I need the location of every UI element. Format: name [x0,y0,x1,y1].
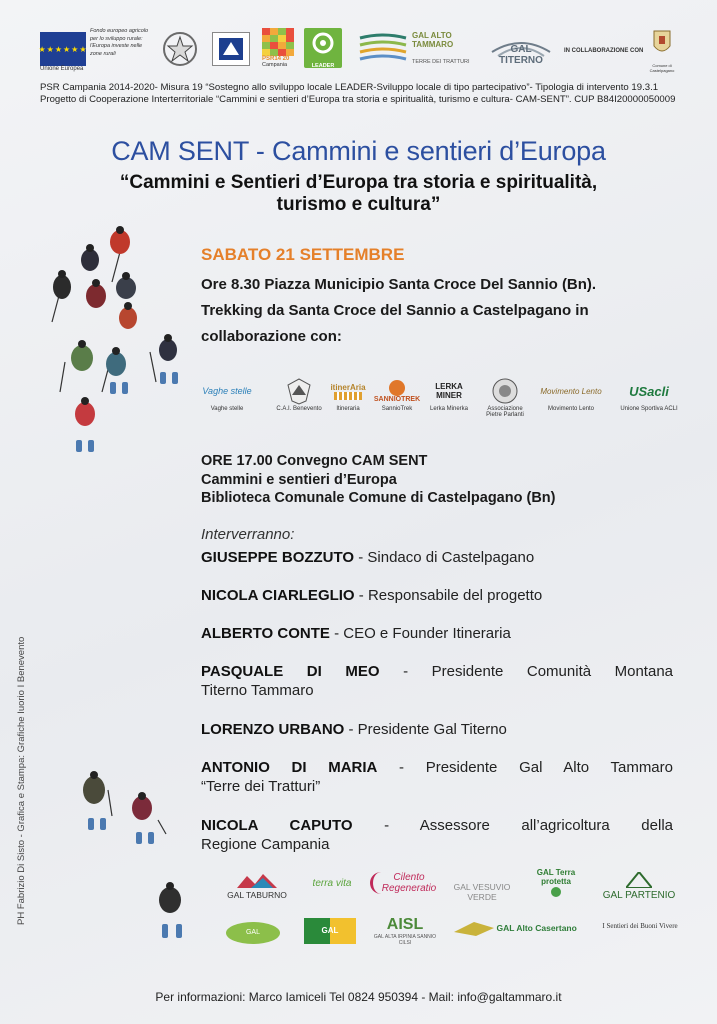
leader-label: LEADER [311,63,335,69]
event-date: SABATO 21 SETTEMBRE [201,245,405,264]
speaker-role: - Assessore all’agricoltura della [352,817,673,834]
cilento-regeneratio-logo: Cilento Regeneratio [370,872,441,894]
hikers-group-top-illustration [40,222,190,462]
speaker-item [201,720,673,739]
speaker-name: GIUSEPPE BOZZUTO [201,549,355,566]
speaker-item [201,758,673,796]
speaker-item [201,662,673,700]
speaker-item [201,624,673,643]
eu-caption: Unione Europea [40,66,84,72]
partner-us-acli [614,376,684,412]
aisl-logo [370,916,440,946]
speaker-role: - CEO e Founder Itineraria [329,625,511,642]
partner-movimento-lento [536,376,606,412]
partner-mark: Movimento Lento [540,386,602,396]
trekking-line: Trekking da Santa Croce del Sannio a Castelpagano in [201,302,589,319]
subtitle-line: “Cammini e Sentieri d’Europa tra storia e spiritualità, [119,172,598,193]
alto-casertano-icon [454,920,494,936]
speakers-heading: Interverranno: [201,526,295,543]
convegno-info [201,452,681,508]
logo-row [40,28,680,76]
gal-titerno-name: GAL TITERNO [499,44,543,66]
funding-description: PSR Campania 2014-2020- Misura 19 “Sostegno allo sviluppo locale LEADER-Sviluppo locale di tipo partecipativo”- Tipologia di intervento 19.3.1 Progetto di Cooperazione Interterritoriale “Cammini e sentieri d’Europa tra storia e spiritualità, turismo e cultura- CAM-SENT”. CUP B84I20000050009 [40,82,676,105]
bottom-logo-label: GAL Alto Casertano [496,923,577,933]
bottom-logo-label: AISL [386,916,424,933]
bottom-logo-label: GAL PARTENIO [602,890,676,901]
terra-vita-logo: terra vita [312,878,352,889]
gal-alto-casertano-logo [454,920,582,936]
gal-taburno-logo [222,874,292,900]
leader-logo [304,28,342,68]
subtitle-line: turismo e cultura” [276,194,441,215]
speaker-item [201,548,673,567]
partner-caption: SannioTrek [381,406,413,412]
partner-caption: Unione Sportiva ACLI [620,406,678,412]
partner-caption: Movimento Lento [547,406,595,412]
psr-label: PSR14 20 [262,56,290,62]
partner-mark: SANNIOTREK [373,395,421,403]
partner-cai [276,376,322,412]
eu-flag-logo: ★★★★★★ [40,32,86,66]
partner-sanniotrek [374,376,420,412]
regione-campania-logo [212,32,250,66]
speaker-role: - Presidente Comunità Montana [379,663,674,680]
partner-itineraria [328,376,368,412]
psr-caption: Campania [262,62,288,68]
convegno-line: Cammini e sentieri d’Europa [201,471,397,488]
partner-caption: Lerka Minerka [429,406,468,412]
gal-cilento-logo: GAL [304,918,356,944]
speaker-name: PASQUALE DI MEO [201,663,380,680]
speaker-role: - Presidente Gal Titerno [344,721,507,738]
speaker-name: LORENZO URBANO [201,721,345,738]
partner-caption: Associazione Pietre Parlanti [486,406,524,418]
partner-lerka-minerka [426,376,472,412]
gal-alto-tammaro-name: GAL ALTO TAMMARO [412,31,454,49]
trekking-line: Ore 8.30 Piazza Municipio Santa Croce Del Sannio (Bn). [201,276,597,293]
eu-text: Fondo europeo agricolo per lo sviluppo rurale: l'Europa investe nelle zone rurali [90,28,149,57]
partner-vaghe-stelle [200,376,254,412]
comune-caption: Comune di Castelpagano [649,63,675,73]
terra-protetta-icon [544,886,568,898]
convegno-line: ORE 17.00 Convegno CAM SENT [201,453,428,469]
partner-pietre-parlanti [480,376,530,418]
speaker-role-line2: Regione Campania [201,836,330,853]
gal-titerno-logo [488,34,554,66]
speaker-name: ALBERTO CONTE [201,625,330,642]
gal-terra-protetta-logo [532,868,580,900]
photo-graphic-credit: PH Fabrizio Di Sisto - Grafica e Stampa: Grafiche Iuorio I Benevento [16,636,27,925]
partenio-mountain-icon [626,872,652,888]
speaker-role-line2: “Terre dei Tratturi” [201,778,321,795]
trekking-info [201,272,691,350]
pietre-parlanti-icon [491,377,519,405]
speaker-name: NICOLA CAPUTO [201,817,353,834]
convegno-line: Biblioteca Comunale Comune di Castelpagano (Bn) [201,490,556,506]
partner-caption: Vaghe stelle [210,406,244,412]
partner-logos [200,376,684,432]
partner-mark: itinerAria [330,382,366,392]
partner-caption: Itineraria [336,406,360,412]
psr-logo [262,28,296,68]
trekking-line: collaborazione con: [201,328,342,345]
speaker-item [201,816,673,854]
cai-emblem-icon [286,377,312,405]
subtitle [0,172,717,216]
gal-vesuvio-verde-logo: GAL VESUVIO VERDE [453,882,511,902]
speaker-role-line2: Titerno Tammaro [201,682,314,699]
sentieri-buoni-vivere-logo: I Sentieri dei Buoni Vivere [602,922,678,930]
bottom-logo-label: GAL TABURNO [227,890,287,900]
speaker-role: - Responsabile del progetto [354,587,543,604]
speaker-role: - Sindaco di Castelpagano [354,549,535,566]
page-title: CAM SENT - Cammini e sentieri d’Europa [111,136,606,166]
partner-mark: Vaghe stelle [202,386,252,396]
gal-alto-tammaro-sub: TERRE DEI TRATTURI [412,59,470,65]
gal-partenio-logo [596,872,682,901]
contact-info: Per informazioni: Marco Iamiceli Tel 0824 950394 - Mail: info@galtammaro.it [155,990,562,1004]
comune-castelpagano-logo [646,28,678,73]
partner-mark: LERKA MINER [435,382,463,400]
gal-alto-tammaro-logo [358,30,476,70]
partner-mark: USacli [629,383,669,399]
speaker-name: NICOLA CIARLEGLIO [201,587,355,604]
gal-network-logos [222,866,682,950]
speaker-role: - Presidente Gal Alto Tammaro [377,759,673,776]
italian-emblem-logo [162,30,198,68]
bottom-logo-label: GAL Terra protetta [536,868,576,886]
hikers-group-bottom-illustration [70,760,200,950]
gal-irpinia-logo: GAL [226,922,280,944]
collaboration-label: IN COLLABORAZIONE CON [564,48,644,54]
speaker-name: ANTONIO DI MARIA [201,759,378,776]
aisl-sub: GAL ALTA IRPINIA SANNIO CILSI [373,934,437,946]
speaker-item [201,586,673,605]
taburno-mountain-icon [237,874,277,888]
partner-caption: C.A.I. Benevento [276,406,322,412]
